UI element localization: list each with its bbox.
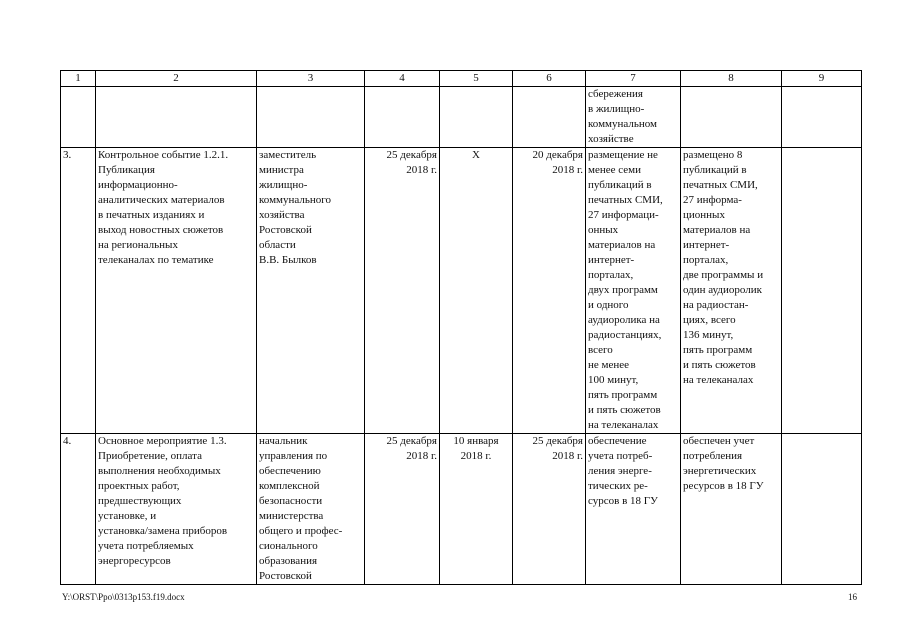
cell-text-line: Контрольное событие 1.2.1. bbox=[98, 149, 229, 161]
cell-text-line: безопасности bbox=[259, 495, 323, 507]
cell-text-line: комплексной bbox=[259, 480, 320, 492]
column-number-cell: 6 bbox=[513, 71, 586, 87]
cell-text-line: радиостанциях, bbox=[588, 329, 662, 341]
cell-text-line: сбережения bbox=[588, 88, 643, 100]
cell-text-line: проектных работ, bbox=[98, 480, 180, 492]
cell-text-line: циях, всего bbox=[683, 314, 736, 326]
cell-text-line: размещение не bbox=[588, 149, 658, 161]
table-cell bbox=[365, 148, 440, 434]
column-number-cell: 8 bbox=[681, 71, 782, 87]
cell-text-line: на телеканалах bbox=[683, 374, 754, 386]
table-cell bbox=[61, 148, 96, 434]
footer-page-number: 16 bbox=[848, 592, 857, 602]
table-cell bbox=[440, 434, 513, 585]
table-cell bbox=[440, 87, 513, 148]
cell-text-line: 100 минут, bbox=[588, 374, 639, 386]
cell-text-line: публикаций в bbox=[683, 164, 747, 176]
cell-text-line: интернет- bbox=[683, 239, 730, 251]
cell-text-line: 20 декабря bbox=[532, 149, 583, 161]
cell-text-line: установке, и bbox=[98, 510, 157, 522]
cell-text-line: области bbox=[259, 239, 296, 251]
cell-text-line: ления энерге- bbox=[588, 465, 652, 477]
cell-text-line: заместитель bbox=[259, 149, 317, 161]
cell-text-line: ционных bbox=[683, 209, 725, 221]
column-number-cell: 9 bbox=[782, 71, 862, 87]
column-number-cell: 1 bbox=[61, 71, 96, 87]
cell-text-line: 27 информаци- bbox=[588, 209, 659, 221]
table-cell bbox=[257, 87, 365, 148]
table-cell bbox=[586, 87, 681, 148]
column-number-cell: 2 bbox=[96, 71, 257, 87]
cell-text-line: установка/замена приборов bbox=[98, 525, 228, 537]
cell-text-line: печатных СМИ, bbox=[588, 194, 663, 206]
cell-text-line: обеспечению bbox=[259, 465, 321, 477]
table-row bbox=[61, 148, 862, 434]
table-cell bbox=[96, 87, 257, 148]
cell-text-line: онных bbox=[588, 224, 619, 236]
cell-text-line: и одного bbox=[588, 299, 629, 311]
cell-text-line: в печатных изданиях и bbox=[98, 209, 205, 221]
cell-text-line: жилищно- bbox=[259, 179, 308, 191]
cell-text-line: 27 информа- bbox=[683, 194, 742, 206]
cell-text-line: 2018 г. bbox=[406, 450, 437, 462]
cell-text-line: 2018 г. bbox=[552, 164, 583, 176]
cell-text-line: Ростовской bbox=[259, 224, 312, 236]
cell-text-line: Ростовской bbox=[259, 570, 312, 582]
table-cell bbox=[61, 87, 96, 148]
cell-text-line: управления по bbox=[259, 450, 328, 462]
cell-text-line: общего и профес- bbox=[259, 525, 343, 537]
cell-text-line: энергетических bbox=[683, 465, 757, 477]
cell-text-line: предшествующих bbox=[98, 495, 182, 507]
table-cell bbox=[96, 148, 257, 434]
cell-text-line: потребления bbox=[683, 450, 743, 462]
cell-text-line: обеспечение bbox=[588, 435, 647, 447]
cell-text-line: на телеканалах bbox=[588, 419, 659, 431]
header-row bbox=[61, 71, 862, 87]
table-row bbox=[61, 87, 862, 148]
table-cell bbox=[681, 434, 782, 585]
table-cell bbox=[440, 148, 513, 434]
column-number-cell: 4 bbox=[365, 71, 440, 87]
cell-text-line: интернет- bbox=[588, 254, 635, 266]
table-cell bbox=[365, 434, 440, 585]
cell-text-line: обеспечен учет bbox=[683, 435, 755, 447]
cell-text-line: министерства bbox=[259, 510, 324, 522]
cell-text-line: тических ре- bbox=[588, 480, 648, 492]
table-cell bbox=[96, 434, 257, 585]
cell-text-line: выполнения необходимых bbox=[98, 465, 221, 477]
table-cell bbox=[513, 87, 586, 148]
table-cell bbox=[782, 148, 862, 434]
cell-text-line: две программы и bbox=[683, 269, 764, 281]
cell-text-line: коммунального bbox=[259, 194, 331, 206]
cell-text-line: учета потреб- bbox=[588, 450, 653, 462]
cell-text-line: порталах, bbox=[588, 269, 634, 281]
cell-text-line: учета потребляемых bbox=[98, 540, 194, 552]
cell-text-line: сурсов в 18 ГУ bbox=[588, 495, 658, 507]
cell-text-line: Приобретение, оплата bbox=[98, 450, 202, 462]
footer-file-path: Y:\ORST\Ppo\0313p153.f19.docx bbox=[62, 592, 185, 602]
cell-text-line: двух программ bbox=[588, 284, 658, 296]
cell-text-line: аналитических материалов bbox=[98, 194, 225, 206]
cell-text-line: ресурсов в 18 ГУ bbox=[683, 480, 764, 492]
table-cell bbox=[61, 434, 96, 585]
table-row bbox=[61, 434, 862, 585]
cell-text-line: Х bbox=[472, 149, 480, 161]
cell-text-line: материалов на bbox=[683, 224, 751, 236]
cell-text-line: всего bbox=[588, 344, 613, 356]
cell-text-line: аудиоролика на bbox=[588, 314, 660, 326]
cell-text-line: 25 декабря bbox=[532, 435, 583, 447]
cell-text-line: менее семи bbox=[588, 164, 641, 176]
cell-text-line: 4. bbox=[63, 435, 72, 447]
cell-text-line: министра bbox=[259, 164, 304, 176]
cell-text-line: пять программ bbox=[683, 344, 753, 356]
cell-text-line: 2018 г. bbox=[460, 450, 492, 462]
cell-text-line: на региональных bbox=[98, 239, 178, 251]
cell-text-line: В.В. Былков bbox=[259, 254, 317, 266]
cell-text-line: энергоресурсов bbox=[98, 555, 171, 567]
cell-text-line: 3. bbox=[63, 149, 72, 161]
table-cell bbox=[586, 434, 681, 585]
cell-text-line: образования bbox=[259, 555, 318, 567]
cell-text-line: печатных СМИ, bbox=[683, 179, 758, 191]
table-cell bbox=[681, 148, 782, 434]
table-cell bbox=[365, 87, 440, 148]
cell-text-line: начальник bbox=[259, 435, 308, 447]
cell-text-line: один аудиоролик bbox=[683, 284, 762, 296]
cell-text-line: материалов на bbox=[588, 239, 656, 251]
cell-text-line: выход новостных сюжетов bbox=[98, 224, 224, 236]
column-number-cell: 3 bbox=[257, 71, 365, 87]
cell-text-line: размещено 8 bbox=[683, 149, 743, 161]
cell-text-line: на радиостан- bbox=[683, 299, 749, 311]
cell-text-line: и пять сюжетов bbox=[588, 404, 661, 416]
cell-text-line: Публикация bbox=[98, 164, 155, 176]
cell-text-line: информационно- bbox=[98, 179, 178, 191]
cell-text-line: коммунальном bbox=[588, 118, 658, 130]
table-cell bbox=[257, 148, 365, 434]
cell-text-line: в жилищно- bbox=[588, 103, 645, 115]
cell-text-line: хозяйства bbox=[259, 209, 305, 221]
cell-text-line: публикаций в bbox=[588, 179, 652, 191]
column-number-cell: 5 bbox=[440, 71, 513, 87]
cell-text-line: сионального bbox=[259, 540, 318, 552]
cell-text-line: 25 декабря bbox=[386, 435, 437, 447]
table-cell bbox=[681, 87, 782, 148]
table-cell bbox=[782, 87, 862, 148]
column-number-cell: 7 bbox=[586, 71, 681, 87]
table-cell bbox=[586, 148, 681, 434]
table-cell bbox=[513, 148, 586, 434]
table-cell bbox=[257, 434, 365, 585]
cell-text-line: хозяйстве bbox=[588, 133, 634, 145]
table-cell bbox=[782, 434, 862, 585]
cell-text-line: порталах, bbox=[683, 254, 729, 266]
plan-table bbox=[60, 70, 862, 585]
cell-text-line: Основное мероприятие 1.3. bbox=[98, 435, 227, 447]
cell-text-line: 25 декабря bbox=[386, 149, 437, 161]
cell-text-line: пять программ bbox=[588, 389, 658, 401]
cell-text-line: 136 минут, bbox=[683, 329, 734, 341]
cell-text-line: 10 января bbox=[453, 435, 499, 447]
cell-text-line: 2018 г. bbox=[552, 450, 583, 462]
cell-text-line: не менее bbox=[588, 359, 630, 371]
table-cell bbox=[513, 434, 586, 585]
cell-text-line: телеканалах по тематике bbox=[98, 254, 214, 266]
cell-text-line: 2018 г. bbox=[406, 164, 437, 176]
cell-text-line: и пять сюжетов bbox=[683, 359, 756, 371]
